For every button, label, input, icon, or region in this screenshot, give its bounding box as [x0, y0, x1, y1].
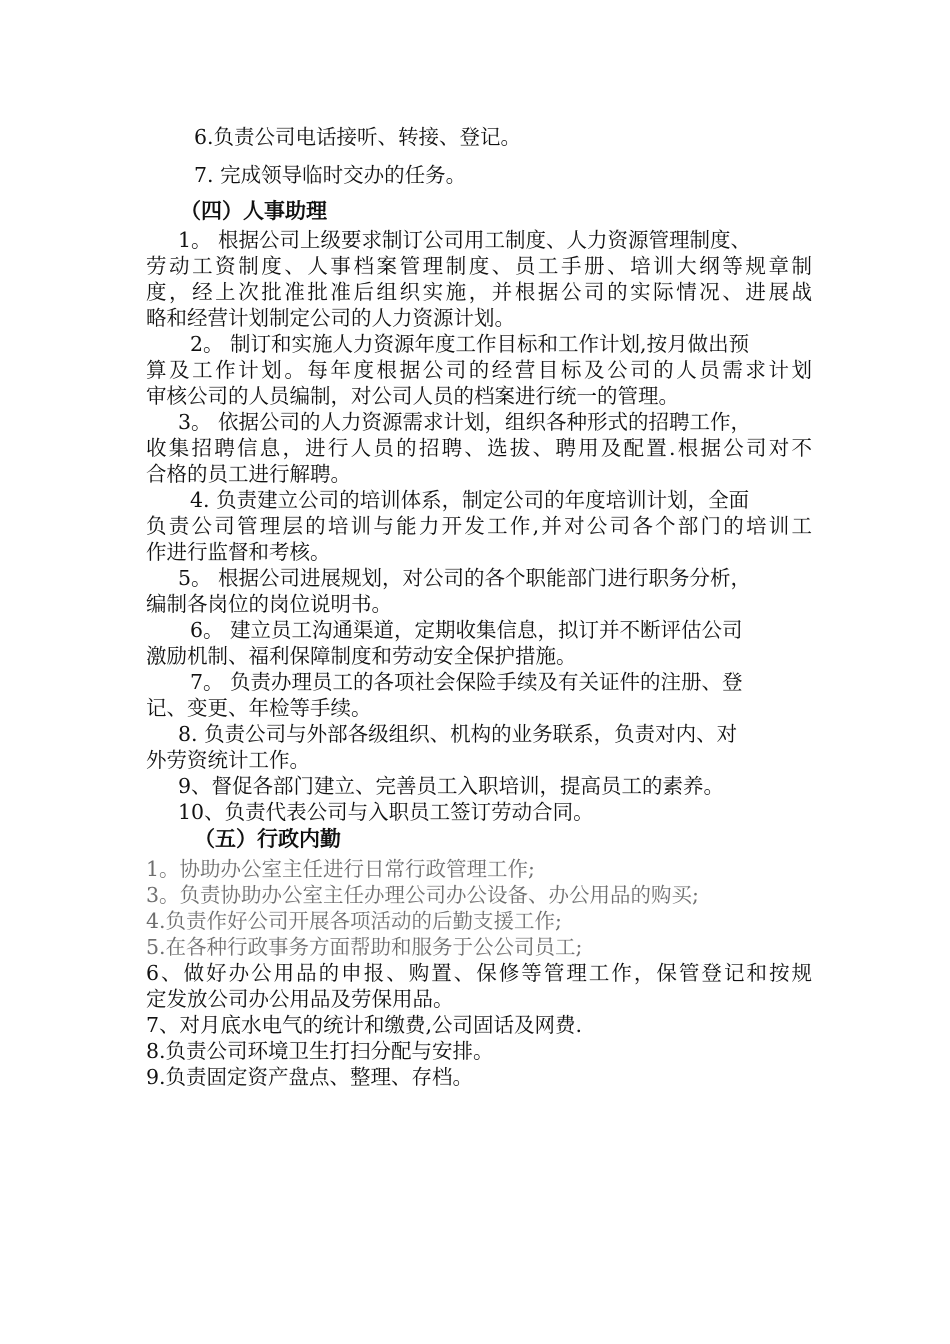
paragraph-line: 劳动工资制度、人事档案管理制度、员工手册、培训大纲等规章制: [146, 254, 812, 278]
paragraph-line: 负责公司管理层的培训与能力开发工作,并对公司各个部门的培训工: [146, 514, 812, 538]
paragraph-line: 4. 负责建立公司的培训体系，制定公司的年度培训计划，全面: [190, 488, 750, 512]
paragraph-line: 作进行监督和考核。: [146, 540, 331, 564]
paragraph-line: 2。 制订和实施人力资源年度工作目标和工作计划,按月做出预: [190, 332, 750, 356]
list-item: 8.负责公司环境卫生打扫分配与安排。: [146, 1039, 494, 1063]
section-4-heading: （四）人事助理: [180, 199, 327, 223]
item-7-temporary-tasks: 7. 完成领导临时交办的任务。: [194, 163, 467, 187]
list-item: 6、做好办公用品的申报、购置、保修等管理工作，保管登记和按规: [146, 961, 812, 985]
paragraph-line: 9、督促各部门建立、完善员工入职培训，提高员工的素养。: [178, 774, 725, 798]
paragraph-line: 3。 依据公司的人力资源需求计划，组织各种形式的招聘工作，: [178, 410, 752, 434]
paragraph-line: 5。 根据公司进展规划，对公司的各个职能部门进行职务分析，: [178, 566, 752, 590]
list-item: 定发放公司办公用品及劳保用品。: [146, 987, 454, 1011]
paragraph-line: 收集招聘信息，进行人员的招聘、选拔、聘用及配置.根据公司对不: [146, 436, 812, 460]
paragraph-line: 7。 负责办理员工的各项社会保险手续及有关证件的注册、登: [190, 670, 743, 694]
paragraph-line: 1。 根据公司上级要求制订公司用工制度、人力资源管理制度、: [178, 228, 752, 252]
paragraph-line: 10、负责代表公司与入职员工签订劳动合同。: [178, 800, 594, 824]
paragraph-line: 外劳资统计工作。: [146, 748, 310, 772]
item-6-phone-duty: 6.负责公司电话接听、转接、登记。: [194, 125, 522, 149]
paragraph-line: 略和经营计划制定公司的人力资源计划。: [146, 306, 515, 330]
section-5-heading: （五）行政内勤: [194, 827, 341, 851]
paragraph-line: 编制各岗位的岗位说明书。: [146, 592, 392, 616]
paragraph-line: 审核公司的人员编制，对公司人员的档案进行统一的管理。: [146, 384, 679, 408]
paragraph-line: 度，经上次批准批准后组织实施，并根据公司的实际情况、进展战: [146, 280, 812, 304]
list-item: 7、对月底水电气的统计和缴费,公司固话及网费.: [146, 1013, 583, 1037]
paragraph-line: 激励机制、福利保障制度和劳动安全保护措施。: [146, 644, 577, 668]
list-item: 3。负责协助办公室主任办理公司办公设备、办公用品的购买;: [146, 883, 699, 907]
paragraph-line: 8. 负责公司与外部各级组织、机构的业务联系，负责对内、对: [178, 722, 738, 746]
paragraph-line: 记、变更、年检等手续。: [146, 696, 372, 720]
paragraph-line: 算及工作计划。每年度根据公司的经营目标及公司的人员需求计划: [146, 358, 812, 382]
list-item: 5.在各种行政事务方面帮助和服务于公公司员工;: [146, 935, 583, 959]
list-item: 9.负责固定资产盘点、整理、存档。: [146, 1065, 474, 1089]
paragraph-line: 合格的员工进行解聘。: [146, 462, 351, 486]
list-item: 4.负责作好公司开展各项活动的后勤支援工作;: [146, 909, 562, 933]
list-item: 1。协助办公室主任进行日常行政管理工作;: [146, 857, 535, 881]
paragraph-line: 6。 建立员工沟通渠道，定期收集信息，拟订并不断评估公司: [190, 618, 743, 642]
